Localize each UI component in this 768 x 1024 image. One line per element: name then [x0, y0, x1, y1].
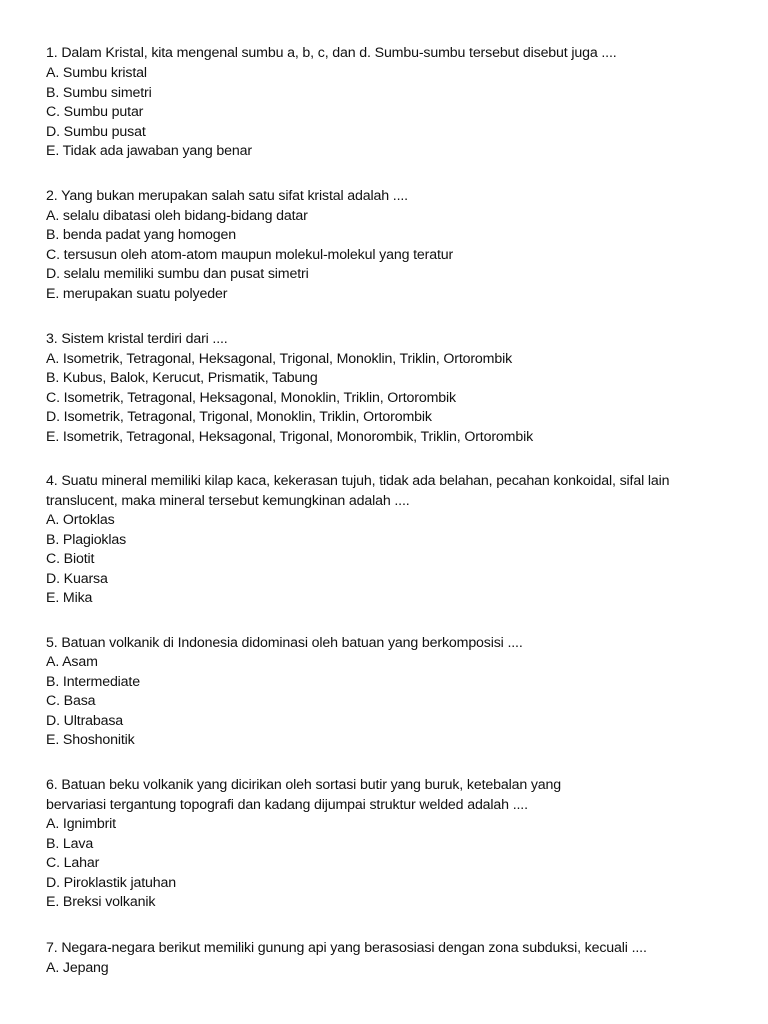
option-e: E. merupakan suatu polyeder: [46, 285, 228, 302]
question-stem-line-1: 6. Batuan beku volkanik yang dicirikan oleh sortasi butir yang buruk, ketebalan yang: [46, 777, 562, 793]
option-c: C. Lahar: [46, 855, 100, 871]
option-c: C. Basa: [46, 693, 96, 709]
question-stem-line-2: translucent, maka mineral tersebut kemungkinan adalah ....: [46, 492, 410, 509]
option-d: D. selalu memiliki sumbu dan pusat simetri: [46, 266, 309, 282]
question-stem-line-2: bervariasi tergantung topografi dan kadang dijumpai struktur welded adalah ....: [46, 796, 528, 813]
option-d: D. Ultrabasa: [46, 712, 124, 729]
option-a: A. Sumbu kristal: [46, 65, 147, 81]
option-d: D. Sumbu pusat: [46, 123, 146, 140]
option-a: A. Isometrik, Tetragonal, Heksagonal, Trigonal, Monoklin, Triklin, Ortorombik: [46, 350, 513, 367]
option-a: A. Asam: [46, 654, 98, 670]
option-d: D. Kuarsa: [46, 570, 108, 587]
option-b: B. Plagioklas: [46, 531, 127, 548]
option-b: B. benda padat yang homogen: [46, 227, 237, 243]
option-e: E. Isometrik, Tetragonal, Heksagonal, Trigonal, Monorombik, Triklin, Ortorombik: [46, 428, 534, 445]
option-c: C. Isometrik, Tetragonal, Heksagonal, Monoklin, Triklin, Ortorombik: [46, 389, 456, 406]
option-b: B. Lava: [46, 835, 94, 852]
question-stem: 3. Sistem kristal terdiri dari ....: [46, 331, 228, 347]
option-a: A. selalu dibatasi oleh bidang-bidang datar: [46, 207, 308, 224]
option-d: D. Piroklastik jatuhan: [46, 874, 176, 891]
option-e: E. Shoshonitik: [46, 732, 135, 748]
option-e: E. Mika: [46, 590, 93, 606]
option-d: D. Isometrik, Tetragonal, Trigonal, Monoklin, Triklin, Ortorombik: [46, 409, 432, 425]
option-a: A. Ortoklas: [46, 512, 115, 528]
option-b: B. Intermediate: [46, 673, 140, 690]
option-a: A. Jepang: [46, 959, 109, 976]
option-e: E. Breksi volkanik: [46, 894, 156, 910]
option-b: B. Sumbu simetri: [46, 84, 152, 101]
option-c: C. tersusun oleh atom-atom maupun molekul-molekul yang teratur: [46, 246, 454, 263]
question-stem-line-1: 4. Suatu mineral memiliki kilap kaca, kekerasan tujuh, tidak ada belahan, pecahan konkoidal, sifal lain: [46, 473, 670, 489]
question-stem: 1. Dalam Kristal, kita mengenal sumbu a, b, c, dan d. Sumbu-sumbu tersebut disebut juga ....: [46, 45, 617, 61]
question-stem: 2. Yang bukan merupakan salah satu sifat kristal adalah ....: [46, 188, 408, 204]
option-c: C. Biotit: [46, 551, 95, 567]
option-b: B. Kubus, Balok, Kerucut, Prismatik, Tabung: [46, 370, 318, 386]
option-c: C. Sumbu putar: [46, 104, 144, 120]
option-e: E. Tidak ada jawaban yang benar: [46, 143, 252, 159]
option-a: A. Ignimbrit: [46, 816, 116, 832]
question-stem: 5. Batuan volkanik di Indonesia didominasi oleh batuan yang berkomposisi ....: [46, 634, 523, 651]
question-stem: 7. Negara-negara berikut memiliki gunung api yang berasosiasi dengan zona subduksi, kecuali ....: [46, 940, 647, 956]
